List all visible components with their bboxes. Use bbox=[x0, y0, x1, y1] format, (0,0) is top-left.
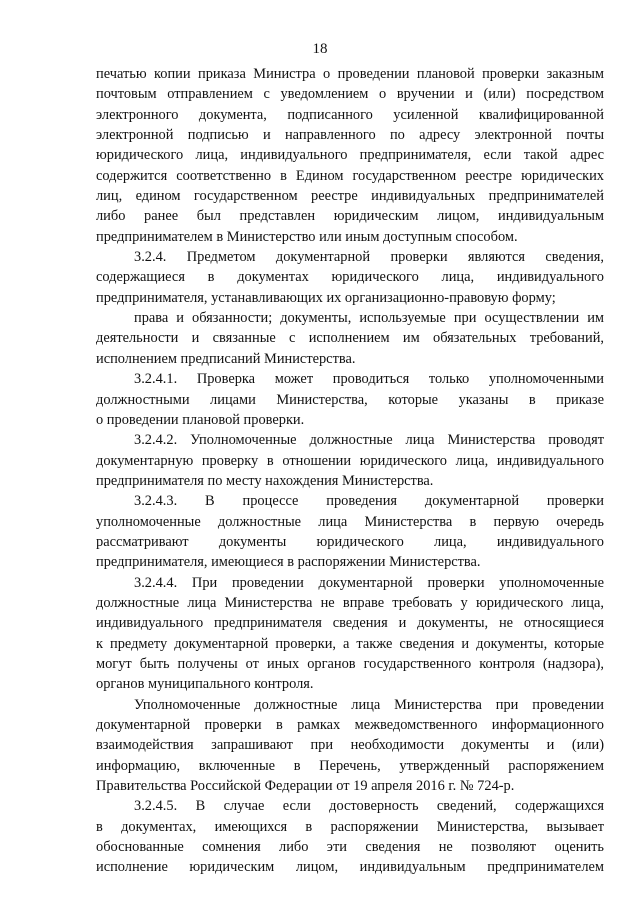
paragraph bbox=[96, 369, 604, 430]
text-line: могут быть получены от иных органов государственного контроля (надзора), bbox=[96, 655, 604, 672]
text-line: юридического лица, индивидуального предпринимателя, если такой адрес bbox=[96, 147, 604, 164]
text-line: документарную проверку в отношении юридического лица, индивидуального bbox=[96, 452, 604, 469]
text-line: лиц, едином государственном реестре индивидуальных предпринимателей bbox=[96, 188, 604, 205]
text-line: обоснованные сомнения либо эти сведения не позволяют оценить bbox=[96, 839, 604, 856]
text-line: предпринимателя по месту нахождения Министерства. bbox=[96, 472, 434, 489]
paragraph bbox=[96, 430, 604, 491]
text-line: 3.2.4.3. В процессе проведения документарной проверки bbox=[134, 493, 604, 510]
text-line: деятельности и связанные с исполнением им обязательных требований, bbox=[96, 330, 604, 347]
text-line: 3.2.4.1. Проверка может проводиться только уполномоченными bbox=[134, 371, 604, 388]
text-line: содержится соответственно в Едином государственном реестре юридических bbox=[96, 167, 604, 184]
text-line: исполнением предписаний Министерства. bbox=[96, 350, 356, 367]
paragraph bbox=[96, 695, 604, 797]
text-line: рассматривают документы юридического лица, индивидуального bbox=[96, 533, 604, 550]
text-line: 3.2.4.5. В случае если достоверность сведений, содержащихся bbox=[134, 798, 604, 815]
paragraph bbox=[96, 796, 604, 877]
text-line: взаимодействия запрашивают при необходимости документы и (или) bbox=[96, 737, 604, 754]
paragraph bbox=[96, 308, 604, 369]
paragraph bbox=[96, 247, 604, 308]
text-line: 3.2.4. Предметом документарной проверки являются сведения, bbox=[134, 249, 604, 266]
text-line: в документах, имеющихся в распоряжении Министерства, вызывает bbox=[96, 818, 604, 835]
text-line: 3.2.4.2. Уполномоченные должностные лица Министерства проводят bbox=[134, 432, 604, 449]
text-line: должностные лица Министерства не вправе требовать у юридического лица, bbox=[96, 594, 604, 611]
document-body bbox=[96, 64, 604, 878]
text-line: информацию, включенные в Перечень, утвержденный распоряжением bbox=[96, 757, 604, 774]
text-line: к предмету документарной проверки, а также сведения и документы, которые bbox=[96, 635, 604, 652]
text-line: органов муниципального контроля. bbox=[96, 676, 314, 693]
text-line: электронной подписью и направленного по адресу электронной почты bbox=[96, 127, 604, 144]
text-line: либо ранее был представлен юридическим лицом, индивидуальным bbox=[96, 208, 604, 225]
page-number: 18 bbox=[312, 41, 328, 57]
text-line: должностными лицами Министерства, которые указаны в приказе bbox=[96, 391, 604, 408]
paragraph bbox=[96, 64, 604, 247]
text-line: электронного документа, подписанного усиленной квалифицированной bbox=[96, 106, 604, 123]
text-line: предпринимателем в Министерство или иным доступным способом. bbox=[96, 228, 518, 245]
text-line: предпринимателя, имеющиеся в распоряжении Министерства. bbox=[96, 554, 481, 571]
text-line: 3.2.4.4. При проведении документарной проверки уполномоченные bbox=[134, 574, 604, 591]
text-line: исполнение юридическим лицом, индивидуальным предпринимателем bbox=[96, 859, 604, 876]
text-line: индивидуального предпринимателя сведения и документы, не относящиеся bbox=[96, 615, 604, 632]
text-line: документарной проверки в рамках межведомственного информационного bbox=[96, 717, 604, 733]
text-line: Уполномоченные должностные лица Министерства при проведении bbox=[134, 696, 604, 713]
text-line: почтовым отправлением с уведомлением о вручении и (или) посредством bbox=[96, 86, 604, 103]
text-line: предпринимателя, устанавливающих их организационно-правовую форму; bbox=[96, 289, 556, 306]
text-line: содержащиеся в документах юридического лица, индивидуального bbox=[96, 269, 604, 286]
text-line: о проведении плановой проверки. bbox=[96, 411, 305, 428]
paragraph bbox=[96, 491, 604, 572]
text-line: уполномоченные должностные лица Министерства в первую очередь bbox=[96, 513, 604, 530]
text-line: Правительства Российской Федерации от 19 апреля 2016 г. № 724-р. bbox=[96, 778, 515, 795]
text-line: печатью копии приказа Министра о проведении плановой проверки заказным bbox=[96, 66, 604, 82]
text-line: права и обязанности; документы, используемые при осуществлении им bbox=[134, 310, 604, 327]
paragraph bbox=[96, 573, 604, 695]
